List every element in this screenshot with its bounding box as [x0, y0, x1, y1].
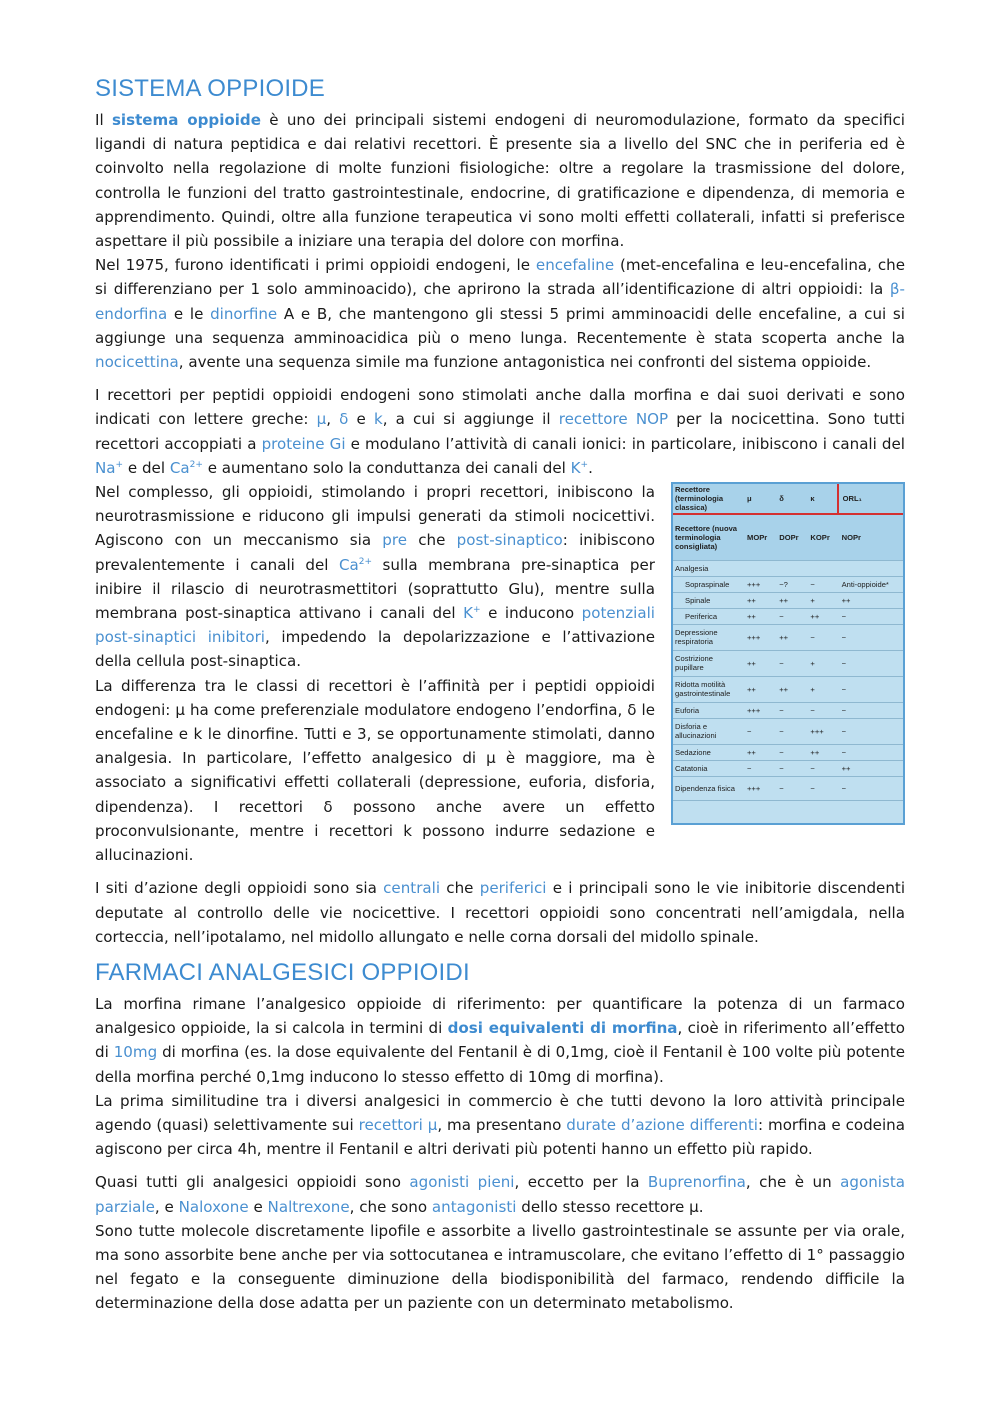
table-row-label: Dipendenza fisica: [673, 776, 743, 800]
table-cell: +: [806, 592, 837, 608]
table-row: [673, 702, 903, 718]
highlight-term: sistema oppioide: [111, 111, 261, 129]
table-cell: ++: [743, 650, 775, 676]
paragraph-absorption: Sono tutte molecole discretamente lipofile e assorbite a livello gastrointestinale se assunte per via orale, ma sono assorbite bene anche per via sottocutanea e intramuscolare, che evitano l’effetto di 1° passaggio nel fegato e la conseguente diminuzione della biodisponibilità del farmaco, rendendo difficile la determinazione della dose adatta per un paziente con un determinato metabolismo.: [95, 1221, 905, 1313]
paragraph-receptors: I recettori per peptidi oppioidi endogeni sono stimolati anche dalla morfina e dai suoi derivati e sono indicati con lettere greche: μ, δ e k, a cui si aggiunge il recettore NOP per la nocicettina. Sono tutti recettori accoppiati a proteine Gi e modulano l’attività di canali ionici: in particolare, inibiscono i canali del Na+ e del $Ca^{2+}$ e aumentano solo la conduttanza dei canali del K+.: [95, 386, 905, 477]
table-cell: −: [775, 776, 806, 800]
table-cell: ++: [743, 592, 775, 608]
table-cell: −: [775, 608, 806, 624]
paragraph-endogenous-opioids: Nel 1975, furono identificati i primi oppioidi endogeni, le encefaline (met-encefalina e leu-encefalina, che si differenziano per 1 solo amminoacido), che aprirono la strada all’identificazione di altri oppioidi: la β-endorfina e le dinorfine A e B, che mantengono gli stessi 5 primi amminoacidi delle encefaline, a cui si aggiunge una sequenza amminoacidica più o meno lunga. Recentemente è stata scoperta anche la nocicettina, avente una sequenza simile ma funzione antagonistica nei confronti del sistema oppioide.: [95, 256, 905, 372]
table-cell: −: [838, 776, 903, 800]
table-cell: −: [775, 650, 806, 676]
paragraph-mechanism: Nel complesso, gli oppioidi, stimolando i propri recettori, inibiscono la neurotrasmissione e riducono gli impulsi generati da stimoli nocicettivi. Agiscono con un meccanismo sia pre che post-sinaptico: inibiscono prevalentemente i canali del $Ca^{2+}$ sulla membrana pre-sinaptica per inibire il rilascio di neurotrasmettitori (soprattutto Glu), mentre sulla membrana post-sinaptica attivano i canali del K+ e inducono potenziali post-sinaptici inibitori, impedendo la depolarizzazione e l’attivazione della cellula post-sinaptica.: [95, 483, 656, 671]
table-row: [673, 608, 903, 624]
table-cell: ++: [743, 608, 775, 624]
table-cell: −: [806, 624, 837, 650]
paragraph-morphine-equivalents: La morfina rimane l’analgesico oppioide di riferimento: per quantificare la potenza di un farmaco analgesico oppioide, la si calcola in termini di dosi equivalenti di morfina, cioè in riferimento all’effetto di 10mg di morfina (es. la dose equivalente del Fentanil è di 0,1mg, cioè il Fentanil è 100 volte più potente della morfina perché 0,1mg inducono lo stesso effetto di 10mg di morfina).: [95, 994, 905, 1086]
table-row: [673, 592, 903, 608]
table-row: [673, 776, 903, 800]
table-cell: [806, 560, 837, 576]
table-cell: [838, 560, 903, 576]
table-cell: −: [838, 744, 903, 760]
table-cell: −: [743, 760, 775, 776]
table-cell: +++: [743, 702, 775, 718]
document-page: [95, 74, 905, 1316]
table-row-label: Disforia e allucinazioni: [673, 718, 743, 744]
table-cell: +: [806, 676, 837, 702]
table-row: [673, 576, 903, 592]
table-cell: −: [806, 702, 837, 718]
table-cell: −: [775, 744, 806, 760]
paragraph-receptor-classes: La differenza tra le classi di recettori è l’affinità per i peptidi oppioidi endogeni: μ ha come preferenziale modulatore endogeno l’endorfina, δ le encefaline e k le dinorfine. Tutti e 3, se opportunamente stimolati, danno analgesia. In particolare, l’effetto analgesico di μ è maggiore, ma è associato a significativi effetti collaterali (depressione, euforia, disforia, dipendenza). I recettori δ possono anche avere un effetto proconvulsionante, mentre i recettori k possono indurre sedazione e allucinazioni.: [95, 676, 655, 865]
table-cell: ++: [775, 676, 806, 702]
table-cell: +++: [806, 718, 837, 744]
table-cell: −: [806, 760, 837, 776]
table-cell: ++: [775, 624, 806, 650]
table-row-label: Euforia: [673, 702, 743, 718]
table-cell: ++: [838, 760, 903, 776]
highlight-term: dinorfine: [210, 304, 278, 323]
table-row: [673, 676, 903, 702]
table-cell: ++: [838, 592, 903, 608]
table-cell: ++: [775, 592, 806, 608]
table-row-label: Spinale: [673, 592, 743, 608]
table-row: [673, 760, 903, 776]
table-cell: +++: [743, 624, 775, 650]
table-cell: −: [775, 702, 806, 718]
table-cell: ++: [743, 744, 775, 760]
table-cell: −: [743, 718, 775, 744]
table-cell: −: [838, 676, 903, 702]
section-title-sistema-oppioide: SISTEMA OPPIOIDE: [95, 75, 325, 102]
table-row: [673, 744, 903, 760]
paragraph-intro: Il sistema oppioide è uno dei principali sistemi endogeni di neuromodulazione, formato da specifici ligandi di natura peptidica e dai relativi recettori. È presente sia a livello del SNC che in periferia ed è coinvolto nella regolazione di molte funzioni fisiologiche: oltre a regolare la trasmissione del dolore, controlla le funzioni del tratto gastrointestinale, endocrine, di gratificazione e dipendenza, di memoria e apprendimento. Quindi, oltre alla funzione terapeutica vi sono molti effetti collaterali, infatti si preferisce aspettare il più possibile a iniziare una terapia del dolore con morfina.: [95, 111, 905, 251]
receptor-effects-table: Recettore (terminologia classica) μ δ κ ORL₁ Recettore (nuova terminologia consigliata) MOPr DOPr KOPr NOPr Analgesia Sopraspinale +++ −? − Anti-oppioide* Spinale ++ ++ + ++ Periferica ++ − ++ − Depressione respiratoria +++ ++ − − Costrizione pupillare ++ − + − Ridotta motilità gastrointestinale ++ ++ + − Euforia +++ − − − Disforia e allucinazioni − − +++ − Sedazione ++ − ++ − Catatonia − − − ++ Dipendenza fisica +++ − − −: [673, 484, 903, 801]
table-cell: −: [838, 608, 903, 624]
section-title-farmaci-analgesici: FARMACI ANALGESICI OPPIOIDI: [95, 958, 470, 986]
receptor-effects-table-figure: [671, 482, 905, 825]
table-row-label: Costrizione pupillare: [673, 650, 743, 676]
table-cell: +: [806, 650, 837, 676]
table-cell: +++: [743, 576, 775, 592]
table-row: [673, 560, 903, 576]
paragraph-similarity: La prima similitudine tra i diversi analgesici in commercio è che tutti devono la loro attività principale agendo (quasi) selettivamente sui recettori μ, ma presentano durate d’azione differenti: morfina e codeina agiscono per circa 4h, mentre il Fentanil e altri derivati più potenti hanno un effetto più rapido.: [95, 1091, 905, 1159]
table-cell: −: [838, 624, 903, 650]
table-cell: −: [806, 776, 837, 800]
table-row-label: Ridotta motilità gastrointestinale: [673, 676, 743, 702]
table-cell: −: [838, 650, 903, 676]
table-cell: −?: [775, 576, 806, 592]
table-cell: ++: [806, 608, 837, 624]
table-row-label: Catatonia: [673, 760, 743, 776]
highlight-term: β-endorfina: [95, 280, 905, 323]
table-cell: [775, 560, 806, 576]
table-cell: −: [775, 760, 806, 776]
table-row: [673, 650, 903, 676]
table-cell: −: [806, 576, 837, 592]
table-cell: +++: [743, 776, 775, 800]
table-row-label: Analgesia: [673, 560, 743, 576]
highlight-term: nocicettina: [95, 353, 179, 372]
paragraph-agonists: Quasi tutti gli analgesici oppioidi sono agonisti pieni, eccetto per la Buprenorfina, che è un agonista parziale, e Naloxone e Naltrexone, che sono antagonisti dello stesso recettore μ.: [95, 1173, 906, 1216]
table-cell: −: [775, 718, 806, 744]
table-row-label: Depressione respiratoria: [673, 624, 743, 650]
paragraph-sites-of-action: I siti d’azione degli oppioidi sono sia centrali che periferici e i principali sono le vie inibitorie discendenti deputate al controllo delle vie nocicettive. I recettori oppioidi sono concentrati nell’amigdala, nella corteccia, nell’ipotalamo, nel midollo allungato e nelle corna dorsali del midollo spinale.: [95, 879, 906, 946]
table-cell: ++: [743, 676, 775, 702]
table-row-label: Sopraspinale: [673, 576, 743, 592]
table-cell: ++: [806, 744, 837, 760]
table-cell: Anti-oppioide*: [838, 576, 903, 592]
table-row-label: Sedazione: [673, 744, 743, 760]
highlight-term: encefaline: [535, 256, 615, 275]
table-row: [673, 624, 903, 650]
table-cell: −: [838, 718, 903, 744]
table-row-label: Periferica: [673, 608, 743, 624]
table-row: [673, 718, 903, 744]
table-cell: −: [838, 702, 903, 718]
table-cell: [743, 560, 775, 576]
